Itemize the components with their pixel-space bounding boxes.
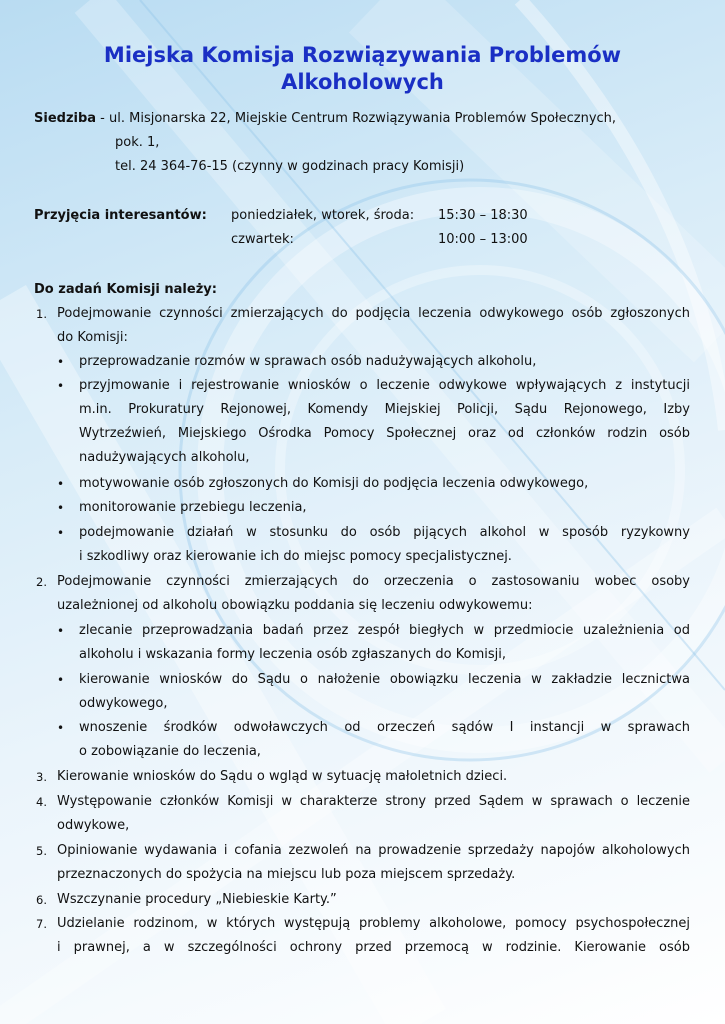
seat-room: pok. 1, — [115, 135, 160, 150]
task-line: uzależnionej od alkoholu obowiązku poddania się leczeniu odwykowemu: — [57, 598, 533, 613]
task-line: i szkodliwy oraz kierowanie ich do miejsc pomocy specjalistycznej. — [79, 549, 512, 564]
task-line: do Komisji: — [57, 330, 128, 345]
seat-phone: tel. 24 364-76-15 (czynny w godzinach pracy Komisji) — [115, 159, 465, 174]
task-line: przeprowadzanie rozmów w sprawach osób nadużywających alkoholu, — [79, 354, 537, 369]
task-line: odwykowe, — [57, 818, 130, 833]
task-line: alkoholu i wskazania formy leczenia osób zgłaszanych do Komisji, — [79, 647, 506, 662]
task-line: Wytrzeźwień, Miejskiego Ośrodka Pomocy Społecznej oraz od członków rodzin osób — [79, 426, 690, 441]
task-line: nadużywających alkoholu, — [79, 450, 250, 465]
item-number-7: 7. — [36, 917, 47, 931]
bullet-icon: • — [57, 721, 65, 735]
task-line: Podejmowanie czynności zmierzających do orzeczenia o zastosowaniu wobec osoby — [57, 574, 690, 589]
page-title: Miejska Komisja Rozwiązywania Problemów Alkoholowych — [103, 43, 622, 94]
item-number-3: 3. — [36, 770, 47, 784]
bullet-icon: • — [57, 355, 65, 369]
item-number-2: 2. — [36, 575, 47, 589]
bullet-icon: • — [57, 673, 65, 687]
task-line: monitorowanie przebiegu leczenia, — [79, 500, 307, 515]
task-line: zlecanie przeprowadzania badań przez zespół biegłych w przedmiocie uzależnienia od — [79, 623, 690, 638]
task-line: i prawnej, a w szczególności ochrony przed przemocą w rodzinie. Kierowanie osób — [57, 940, 690, 955]
task-line: wnoszenie środków odwoławczych od orzeczeń sądów I instancji w sprawach — [79, 720, 690, 735]
task-line: przyjmowanie i rejestrowanie wniosków o leczenie odwykowe wpływających z instytucji — [79, 378, 690, 393]
hours-time-1: 15:30 – 18:30 — [438, 208, 528, 223]
task-line: Wszczynanie procedury „Niebieskie Karty.” — [57, 892, 337, 907]
task-line: Podejmowanie czynności zmierzających do podjęcia leczenia odwykowego osób zgłoszonych — [57, 306, 690, 321]
seat-line-1 — [34, 107, 616, 131]
bullet-icon: • — [57, 379, 65, 393]
task-line: odwykowego, — [79, 696, 168, 711]
tasks-heading: Do zadań Komisji należy: — [34, 282, 217, 297]
item-number-1: 1. — [36, 307, 47, 321]
hours-label: Przyjęcia interesantów: — [34, 208, 207, 223]
bullet-icon: • — [57, 477, 65, 491]
task-line: kierowanie wniosków do Sądu o nałożenie obowiązku leczenia w zakładzie lecznictwa — [79, 672, 690, 687]
task-line: Kierowanie wniosków do Sądu o wgląd w sytuację małoletnich dzieci. — [57, 769, 508, 784]
task-line: Udzielanie rodzinom, w których występują problemy alkoholowe, pomocy psychospołecznej — [57, 916, 690, 931]
hours-time-2: 10:00 – 13:00 — [438, 232, 528, 247]
hours-days-2: czwartek: — [231, 232, 294, 247]
task-line: podejmowanie działań w stosunku do osób pijących alkohol w sposób ryzykowny — [79, 525, 690, 540]
task-line: o zobowiązanie do leczenia, — [79, 744, 261, 759]
hours-days-1: poniedziałek, wtorek, środa: — [231, 208, 415, 223]
seat-label: Siedziba — [34, 111, 97, 126]
task-line: motywowanie osób zgłoszonych do Komisji do podjęcia leczenia odwykowego, — [79, 476, 589, 491]
bullet-icon: • — [57, 501, 65, 515]
task-line: Opiniowanie wydawania i cofania zezwoleń na prowadzenie sprzedaży napojów alkoholowych — [57, 843, 690, 858]
task-line: przeznaczonych do spożycia na miejscu lub poza miejscem sprzedaży. — [57, 867, 516, 882]
task-line: m.in. Prokuratury Rejonowej, Komendy Miejskiej Policji, Sądu Rejonowego, Izby — [79, 402, 690, 417]
item-number-5: 5. — [36, 844, 47, 858]
task-line: Występowanie członków Komisji w charakterze strony przed Sądem w sprawach o leczenie — [57, 794, 690, 809]
seat-address: - ul. Misjonarska 22, Miejskie Centrum Rozwiązywania Problemów Społecznych, — [96, 111, 617, 126]
bullet-icon: • — [57, 624, 65, 638]
bullet-icon: • — [57, 526, 65, 540]
item-number-4: 4. — [36, 795, 47, 809]
item-number-6: 6. — [36, 893, 47, 907]
